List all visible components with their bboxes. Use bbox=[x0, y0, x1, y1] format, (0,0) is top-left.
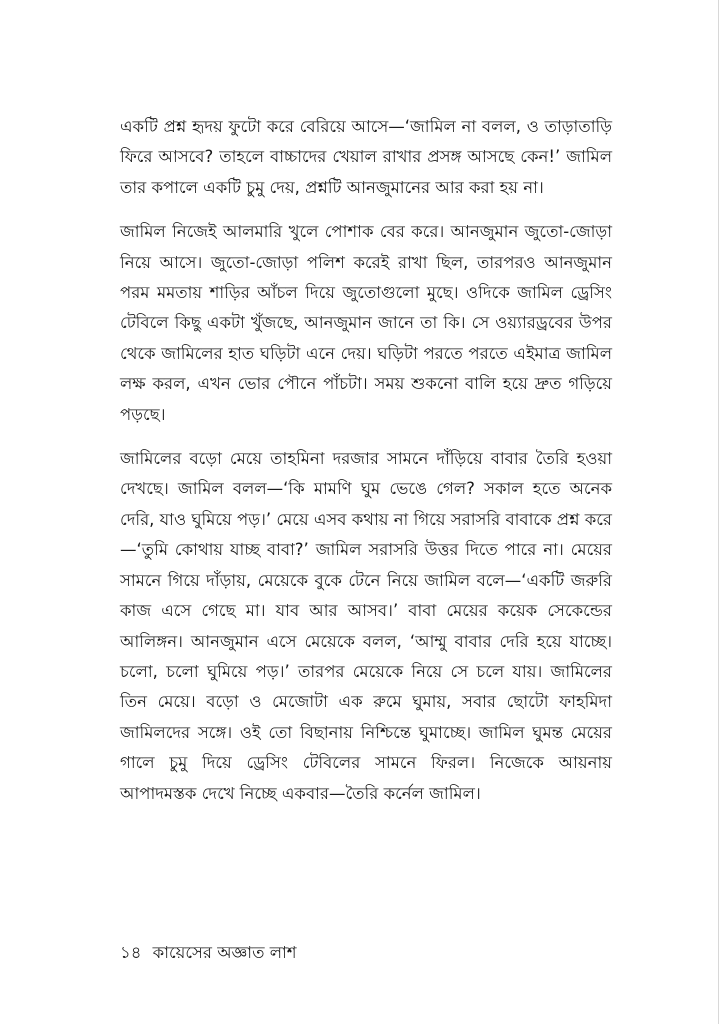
paragraph-1: একটি প্রশ্ন হৃদয় ফুটো করে বেরিয়ে আসে—‘জামিল না বলল, ও তাড়াতাড়ি ফিরে আসবে? তাহলে বাচ্চাদের খেয়াল রাখার প্রসঙ্গ আসছে কেন!’ জামিল তার কপালে একটি চুমু দেয়, প্রশ্নটি আনজুমানের আর করা হয় না। bbox=[120, 117, 612, 197]
page-edge-divider bbox=[718, 0, 719, 1024]
body-text bbox=[120, 112, 612, 809]
page-footer bbox=[120, 938, 297, 968]
paragraph-2: জামিল নিজেই আলমারি খুলে পোশাক বের করে। আনজুমান জুতো-জোড়া নিয়ে আসে। জুতো-জোড়া পলিশ করেই রাখা ছিল, তারপরও আনজুমান পরম মমতায় শাড়ির আঁচল দিয়ে জুতোগুলো মুছে। ওদিকে জামিল ড্রেসিং টেবিলে কিছু একটা খুঁজছে, আনজুমান জানে তা কি। সে ওয়্যারড্রবের উপর থেকে জামিলের হাত ঘড়িটা এনে দেয়। ঘড়িটা পরতে পরতে এইমাত্র জামিল লক্ষ করল, এখন ভোর পৌনে পাঁচটা। সময় শুকনো বালি হয়ে দ্রুত গড়িয়ে পড়ছে। bbox=[120, 222, 612, 424]
paragraph-3: জামিলের বড়ো মেয়ে তাহমিনা দরজার সামনে দাঁড়িয়ে বাবার তৈরি হওয়া দেখছে। জামিল বলল—‘কি মামণি ঘুম ভেঙে গেল? সকাল হতে অনেক দেরি, যাও ঘুমিয়ে পড়।’ মেয়ে এসব কথায় না গিয়ে সরাসরি বাবাকে প্রশ্ন করে—‘তুমি কোথায় যাচ্ছ বাবা?’ জামিল সরাসরি উত্তর দিতে পারে না। মেয়ের সামনে গিয়ে দাঁড়ায়, মেয়েকে বুকে টেনে নিয়ে জামিল বলে—‘একটি জরুরি কাজ এসে গেছে মা। যাব আর আসব।’ বাবা মেয়ের কয়েক সেকেন্ডের আলিঙ্গন। আনজুমান এসে মেয়েকে বলল, ‘আম্মু বাবার দেরি হয়ে যাচ্ছে। চলো, চলো ঘুমিয়ে পড়।’ তারপর মেয়েকে নিয়ে সে চলে যায়। জামিলের তিন মেয়ে। বড়ো ও মেজোটা এক রুমে ঘুমায়, সবার ছোটো ফাহমিদা জামিলদের সঙ্গে। ওই তো বিছানায় নিশ্চিন্তে ঘুমাচ্ছে। জামিল ঘুমন্ত মেয়ের গালে চুমু দিয়ে ড্রেসিং টেবিলের সামনে ফিরল। নিজেকে আয়নায় আপাদমস্তক দেখে নিচ্ছে একবার—তৈরি কর্নেল জামিল। bbox=[120, 449, 612, 803]
running-title: কায়েসের অজ্ঞাত লাশ bbox=[152, 943, 297, 962]
page-number: ১৪ bbox=[120, 943, 142, 962]
